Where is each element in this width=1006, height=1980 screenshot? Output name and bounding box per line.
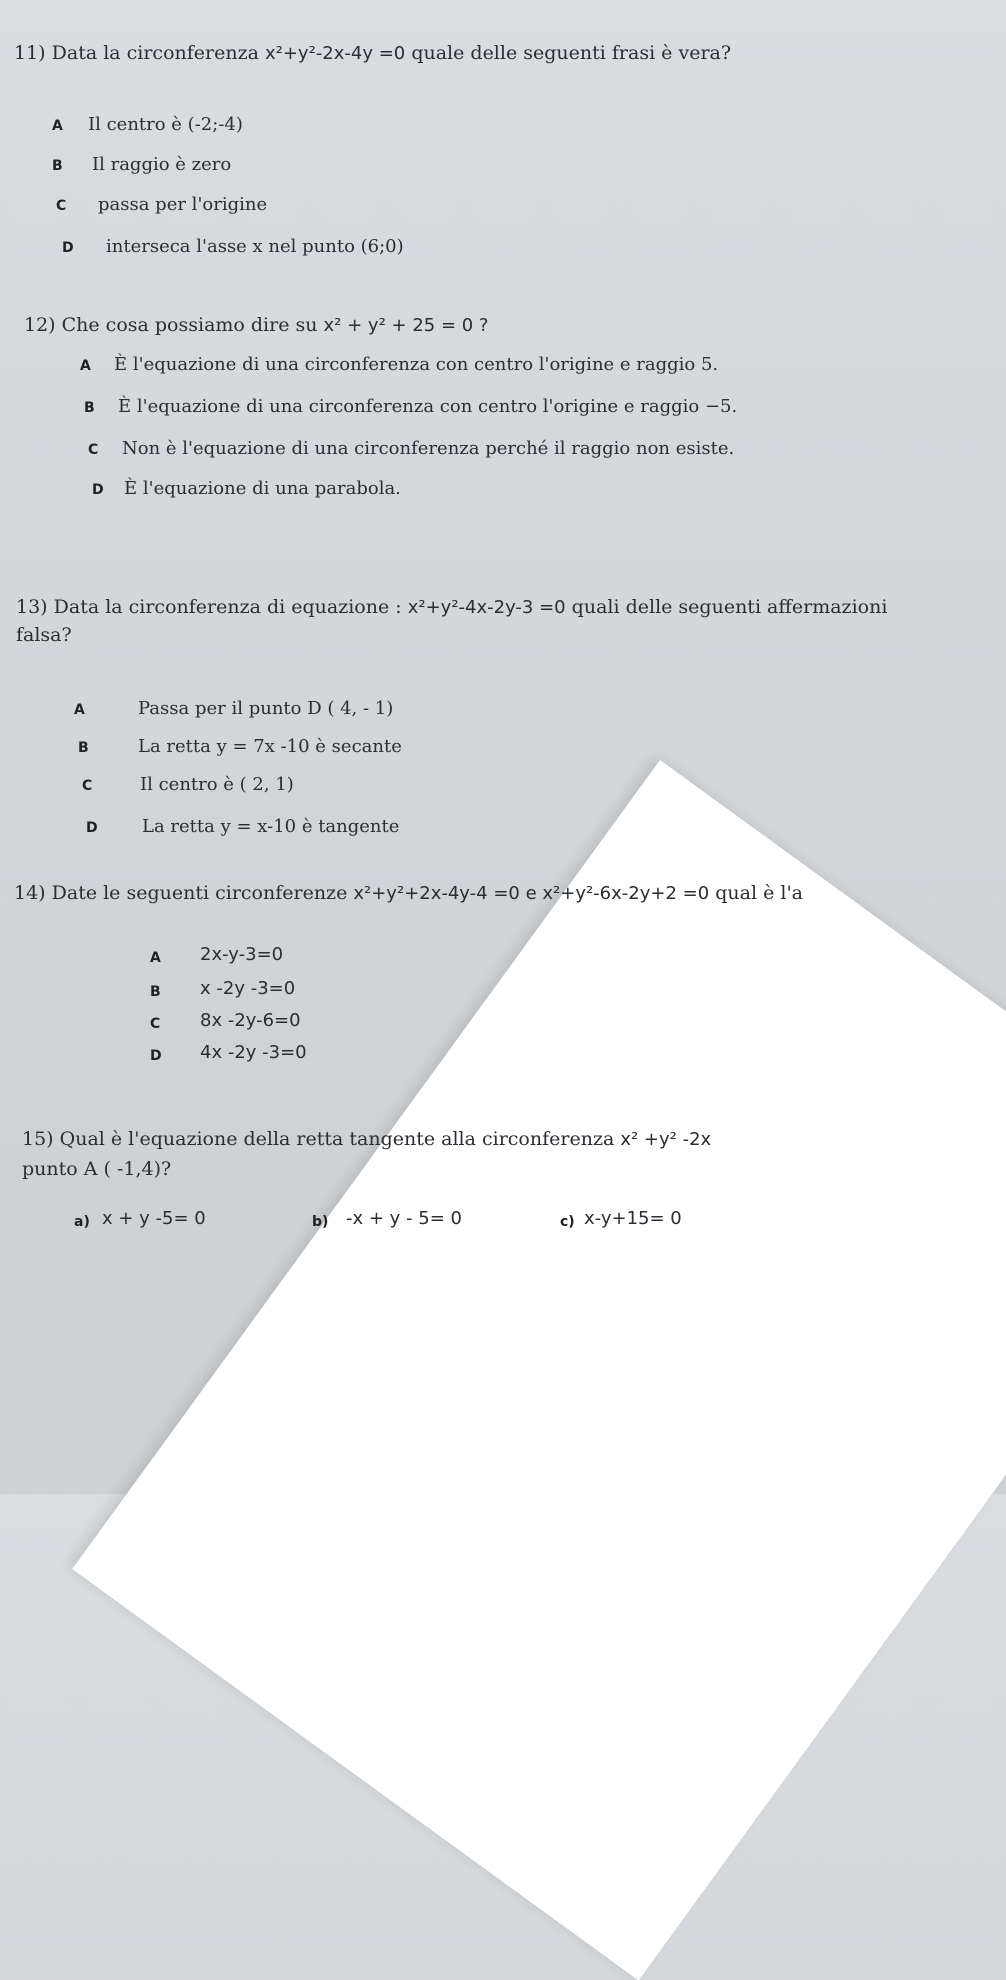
q11-option-c-letter: C bbox=[56, 198, 67, 214]
q13-stem-line2: falsa? bbox=[16, 624, 72, 646]
q12-option-a-letter: A bbox=[80, 358, 91, 374]
q14-option-b: x -2y -3=0 bbox=[200, 978, 296, 999]
q13-option-a: Passa per il punto D ( 4, - 1) bbox=[138, 698, 394, 719]
q15-option-b: -x + y - 5= 0 bbox=[346, 1208, 462, 1229]
q13-option-c: Il centro è ( 2, 1) bbox=[140, 774, 294, 795]
q15-option-c: x-y+15= 0 bbox=[584, 1208, 682, 1229]
q13-option-d: La retta y = x-10 è tangente bbox=[142, 816, 400, 837]
q12-option-d: È l'equazione di una parabola. bbox=[124, 478, 401, 499]
q15-stem: 15) Qual è l'equazione della retta tangente alla circonferenza x² +y² -2x bbox=[22, 1128, 712, 1150]
q15-option-a: x + y -5= 0 bbox=[102, 1208, 206, 1229]
paper-corner bbox=[72, 760, 1006, 1980]
q13-option-d-letter: D bbox=[86, 820, 98, 836]
q14-stem: 14) Date le seguenti circonferenze x²+y²+2x-4y-4 =0 e x²+y²-6x-2y+2 =0 qual è l'a bbox=[14, 882, 803, 904]
q12-option-b-letter: B bbox=[84, 400, 95, 416]
q11-option-a: Il centro è (-2;-4) bbox=[88, 114, 243, 135]
q14-option-a: 2x-y-3=0 bbox=[200, 944, 284, 965]
q11-stem: 11) Data la circonferenza x²+y²-2x-4y =0 quale delle seguenti frasi è vera? bbox=[14, 42, 732, 64]
q11-option-d-letter: D bbox=[62, 240, 74, 256]
q12-option-c: Non è l'equazione di una circonferenza perché il raggio non esiste. bbox=[122, 438, 735, 459]
q11-option-d: interseca l'asse x nel punto (6;0) bbox=[106, 236, 404, 257]
q14-option-b-letter: B bbox=[150, 984, 161, 1000]
q15-option-a-letter: a) bbox=[74, 1214, 90, 1230]
q13-option-b-letter: B bbox=[78, 740, 89, 756]
q15-stem-line2: punto A ( -1,4)? bbox=[22, 1158, 172, 1180]
q15-option-c-letter: c) bbox=[560, 1214, 575, 1230]
q13-option-b: La retta y = 7x -10 è secante bbox=[138, 736, 402, 757]
q14-option-c: 8x -2y-6=0 bbox=[200, 1010, 301, 1031]
q11-option-b-letter: B bbox=[52, 158, 63, 174]
q15-option-b-letter: b) bbox=[312, 1214, 329, 1230]
q14-option-a-letter: A bbox=[150, 950, 161, 966]
q13-stem: 13) Data la circonferenza di equazione : x²+y²-4x-2y-3 =0 quali delle seguenti affermazioni bbox=[16, 596, 888, 618]
q14-option-d-letter: D bbox=[150, 1048, 162, 1064]
q11-option-a-letter: A bbox=[52, 118, 63, 134]
q14-option-d: 4x -2y -3=0 bbox=[200, 1042, 307, 1063]
q12-option-a: È l'equazione di una circonferenza con centro l'origine e raggio 5. bbox=[114, 354, 719, 375]
q12-option-c-letter: C bbox=[88, 442, 99, 458]
q12-option-b: È l'equazione di una circonferenza con centro l'origine e raggio −5. bbox=[118, 396, 738, 417]
q12-option-d-letter: D bbox=[92, 482, 104, 498]
q11-option-c: passa per l'origine bbox=[98, 194, 268, 215]
q13-option-c-letter: C bbox=[82, 778, 93, 794]
q14-option-c-letter: C bbox=[150, 1016, 161, 1032]
q11-option-b: Il raggio è zero bbox=[92, 154, 232, 175]
q12-stem: 12) Che cosa possiamo dire su x² + y² + 25 = 0 ? bbox=[24, 314, 489, 336]
q13-option-a-letter: A bbox=[74, 702, 85, 718]
